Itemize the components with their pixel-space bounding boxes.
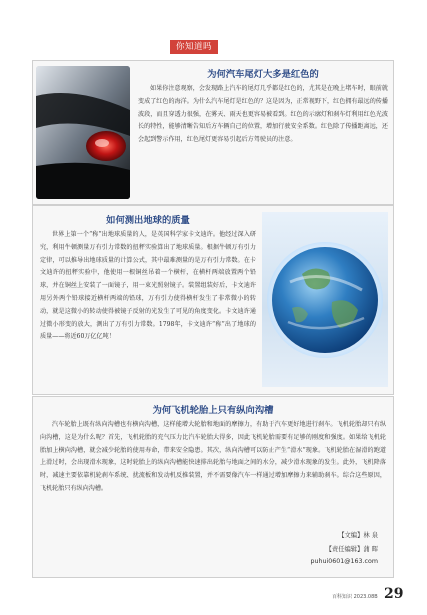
section-tag: 你知道吗 bbox=[170, 40, 218, 54]
article-body: 汽车轮胎上既有纵向沟槽也有横向沟槽，这样能增大轮胎和地面的摩擦力，有助于汽车更好地进行刹车。飞机轮胎却只有纵向沟槽，这是为什么呢？首先，飞机轮胎的充气压力比汽车轮胎大得多，因此飞机轮胎需要有足够的刚度和强度。如果给飞机轮胎加上横向沟槽，就会减少轮胎的使用寿命，带来安全隐患。其次，纵向沟槽可以防止产生“滑水”现象。飞机轮胎在湿滑的跑道上滑过时，会出现滑水现象，这时轮胎上的纵向沟槽能快速排出轮胎与地面之间的水分，减少滑水现象的发生。此外，飞机降落时，减速主要依靠机轮刹车系统、扰流板和发动机反推装置，并不需要像汽车一样通过增加摩擦力来辅助刹车。综合这些原因，飞机轮胎只有纵向沟槽。 bbox=[40, 421, 386, 492]
credit-writer: 【文编】林 泉 bbox=[338, 532, 378, 539]
top-margin bbox=[0, 0, 427, 14]
credit-email: puhui0601@163.com bbox=[310, 558, 378, 565]
article-aircraft-tires bbox=[40, 402, 386, 496]
article-earth-mass bbox=[40, 212, 256, 344]
earth-photo bbox=[262, 212, 388, 387]
credit-editor: 【责任编辑】蒲 晖 bbox=[325, 546, 378, 553]
article-body: 世界上第一个“称”出地球质量的人，是英国科学家卡文迪许。他经过深入研究，利用牛顿测量万有引力常数的扭秤实验算出了地球质量。根据牛顿万有引力定律，可以推导出地球质量的计算公式，其中最难测量的是万有引力常数。在卡文迪许的扭秤实验中，他使用一根铜丝吊着一个横杆，在横杆两端放置两个铅球，并在铜丝上安装了一面镜子，用一束光照射镜子。装置组装好后，卡文迪许用另外两个铅球接近横杆两端的铅球，万有引力使得横杆发生了非常微小的转动，就是这微小的转动使得被镜子反射的光发生了可见的角度变化。卡文迪许通过微小形变的放大，测出了万有引力常数。1798年，卡文迪许“称”出了地球的质量——将近60万亿亿吨！ bbox=[40, 231, 256, 341]
page-number: 29 bbox=[384, 586, 404, 602]
article-title: 为何汽车尾灯大多是红色的 bbox=[207, 69, 319, 80]
article-title: 如何测出地球的质量 bbox=[106, 215, 190, 226]
article-title: 为何飞机轮胎上只有纵向沟槽 bbox=[152, 405, 274, 416]
article-body: 如果你注意观察，会发现路上汽车的尾灯几乎都是红色的，尤其是在晚上堵车时，眼前就变成了红色的海洋。为什么汽车尾灯是红色的？这是因为，正常视野下，红色拥有最远的传播波段，而且穿透力很强，在雾天、雨天也更容易被看到。红色的示廓灯和刹车灯利用红色光波长的特性，能够清晰告知后方车辆自己的位置，增加行驶安全系数。红色除了传播距离远，还会起到警示作用，红色尾灯更容易引起后方驾驶员的注意。 bbox=[138, 85, 388, 144]
earth-illustration bbox=[262, 212, 388, 387]
car-illustration bbox=[36, 66, 130, 199]
car-tail-light-photo bbox=[36, 66, 130, 199]
article-tail-lights bbox=[138, 66, 388, 147]
journal-footer: 百科知识 2023.08B bbox=[332, 594, 378, 600]
